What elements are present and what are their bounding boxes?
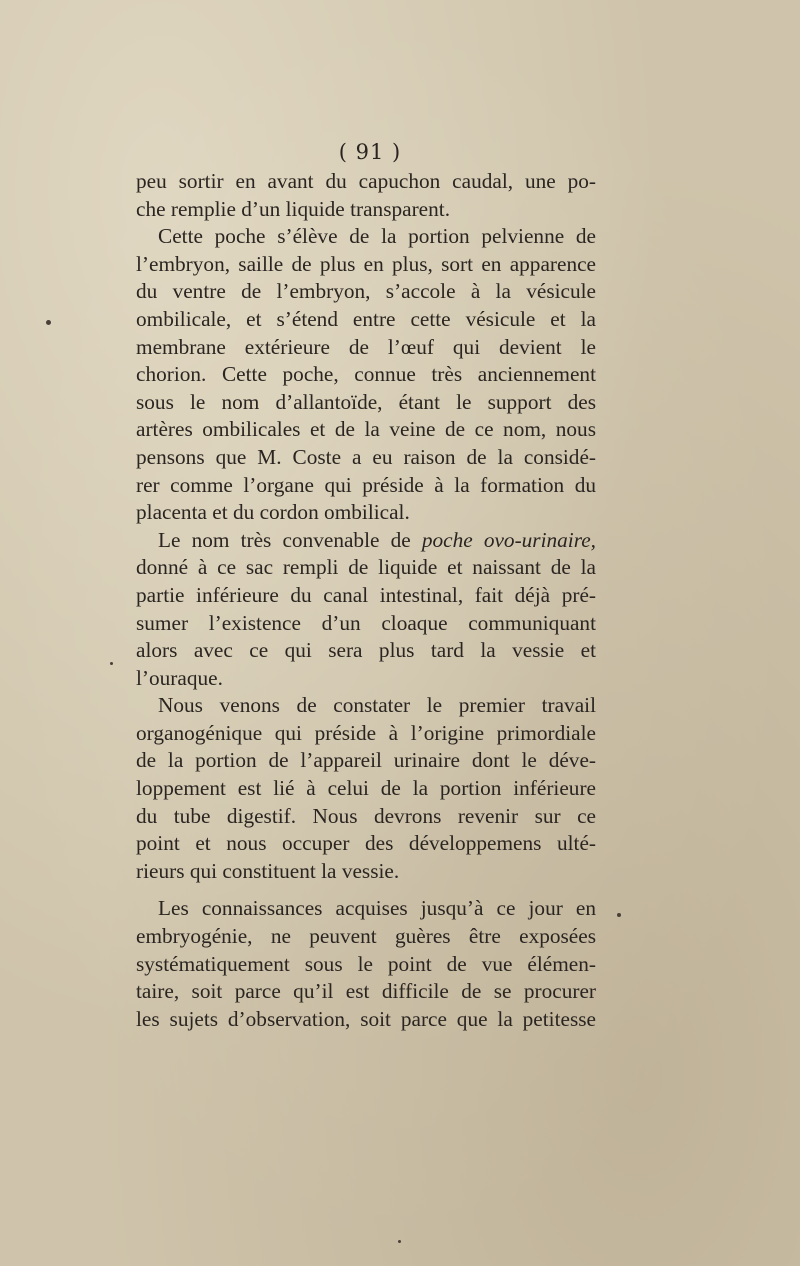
line-text: du tube digestif. Nous devrons revenir sur ce xyxy=(136,803,596,828)
line-text: partie inférieure du canal intestinal, fait déjà pré- xyxy=(136,582,596,607)
text-line xyxy=(136,444,596,472)
text-line xyxy=(136,1006,596,1034)
text-line xyxy=(136,278,596,306)
text-line xyxy=(136,554,596,582)
line-text: embryogénie, ne peuvent guères être exposées xyxy=(136,924,596,949)
text-line xyxy=(136,978,596,1006)
text-line xyxy=(136,610,596,638)
line-text: rieurs qui constituent la vessie. xyxy=(136,858,400,883)
line-text: che remplie d’un liquide transparent. xyxy=(136,196,451,221)
text-line xyxy=(136,527,596,555)
line-text: Les connaissances acquises jusqu’à ce jour en xyxy=(158,896,596,921)
line-text: point et nous occuper des développemens ulté- xyxy=(136,831,596,856)
text-line xyxy=(136,361,596,389)
line-text: ombilicale, et s’étend entre cette vésicule et la xyxy=(136,306,596,331)
paragraph xyxy=(136,895,596,1033)
text-line xyxy=(136,923,596,951)
line-text: Nous venons de constater le premier travail xyxy=(158,693,596,718)
text-line xyxy=(136,499,596,527)
line-text: artères ombilicales et de la veine de ce nom, nous xyxy=(136,417,596,442)
text-line xyxy=(136,692,596,720)
paper-speck xyxy=(617,913,621,917)
paragraph xyxy=(136,223,596,527)
text-line xyxy=(136,196,596,224)
line-text: Le nom très convenable de xyxy=(158,527,422,552)
line-text: Cette poche s’élève de la portion pelvienne de xyxy=(158,224,596,249)
line-text: pensons que M. Coste a eu raison de la considé- xyxy=(136,444,596,469)
paper-speck xyxy=(398,1240,401,1243)
line-text: organogénique qui préside à l’origine primordiale xyxy=(136,720,596,745)
italic-term: poche ovo-urinaire, xyxy=(421,527,596,552)
line-text: chorion. Cette poche, connue très anciennement xyxy=(136,362,596,387)
line-text: placenta et du cordon ombilical. xyxy=(136,500,410,525)
line-text: taire, soit parce qu’il est difficile de se procurer xyxy=(136,979,596,1004)
line-text: l’ouraque. xyxy=(136,665,223,690)
text-line xyxy=(136,582,596,610)
line-text: du ventre de l’embryon, s’accole à la vésicule xyxy=(136,279,596,304)
paragraph xyxy=(136,527,596,693)
line-text: de la portion de l’appareil urinaire dont le déve- xyxy=(136,748,596,773)
text-line xyxy=(136,665,596,693)
page-number: ( 91 ) xyxy=(338,140,402,164)
text-line xyxy=(136,830,596,858)
paragraph xyxy=(136,168,596,223)
line-text: systématiquement sous le point de vue élémen- xyxy=(136,951,596,976)
paper-speck xyxy=(46,320,51,325)
line-text: loppement est lié à celui de la portion inférieure xyxy=(136,776,596,801)
line-text: les sujets d’observation, soit parce que la petitesse xyxy=(136,1006,596,1031)
line-text: alors avec ce qui sera plus tard la vessie et xyxy=(136,638,596,663)
text-line xyxy=(136,416,596,444)
text-line xyxy=(136,223,596,251)
line-text: sous le nom d’allantoïde, étant le support des xyxy=(136,389,596,414)
text-line xyxy=(136,775,596,803)
text-line xyxy=(136,168,596,196)
line-text: membrane extérieure de l’œuf qui devient le xyxy=(136,334,596,359)
line-text: l’embryon, saille de plus en plus, sort en apparence xyxy=(136,251,596,276)
paper-speck xyxy=(110,662,113,665)
text-line xyxy=(136,747,596,775)
text-line xyxy=(136,895,596,923)
line-text: sumer l’existence d’un cloaque communiquant xyxy=(136,610,596,635)
paragraph-gap xyxy=(136,885,596,895)
line-text: donné à ce sac rempli de liquide et naissant de la xyxy=(136,555,596,580)
text-line xyxy=(136,306,596,334)
line-text: rer comme l’organe qui préside à la formation du xyxy=(136,472,596,497)
text-line xyxy=(136,637,596,665)
text-line xyxy=(136,389,596,417)
text-line xyxy=(136,472,596,500)
line-text: peu sortir en avant du capuchon caudal, une po- xyxy=(136,169,596,193)
text-line xyxy=(136,720,596,748)
text-line xyxy=(136,858,596,886)
text-line xyxy=(136,803,596,831)
text-line xyxy=(136,251,596,279)
text-line xyxy=(136,951,596,979)
paragraph xyxy=(136,692,596,885)
text-line xyxy=(136,334,596,362)
body-text xyxy=(136,168,596,1033)
